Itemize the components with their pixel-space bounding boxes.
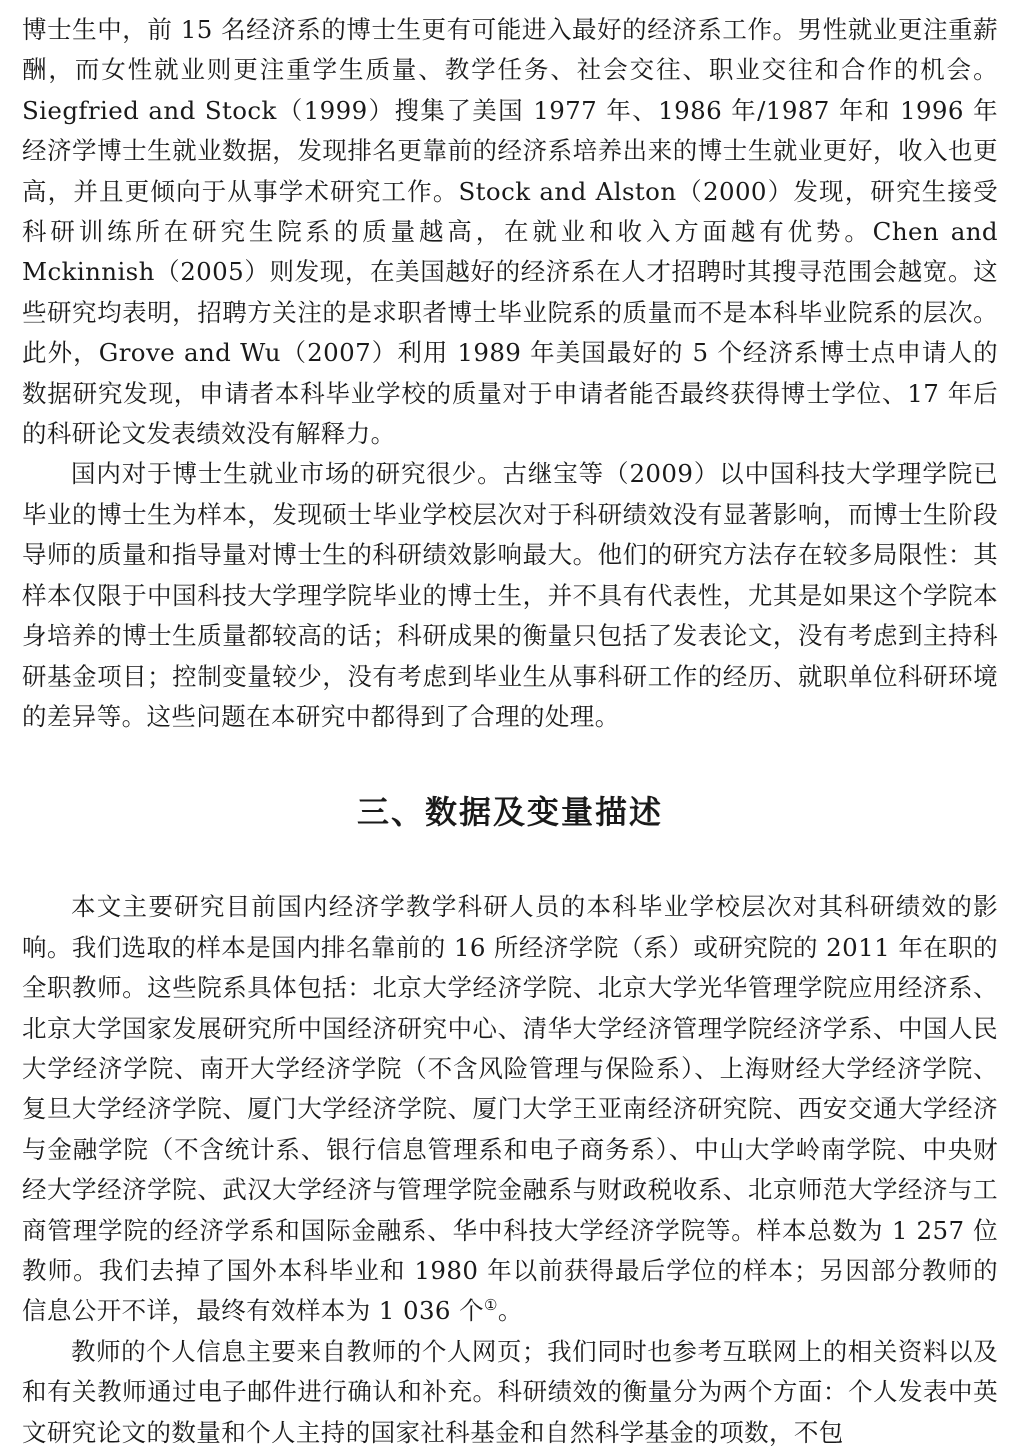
paper-page	[22, 10, 998, 1453]
paragraph-sample-description	[22, 887, 998, 1331]
paragraph-literature-review-foreign: 博士生中，前 15 名经济系的博士生更有可能进入最好的经济系工作。男性就业更注重薪酬，而女性就业则更注重学生质量、教学任务、社会交往、职业交往和合作的机会。Siegfried and Stock（1999）搜集了美国 1977 年、1986 年/1987 年和 1996 年经济学博士生就业数据，发现排名更靠前的经济系培养出来的博士生就业更好，收入也更高，并且更倾向于从事学术研究工作。Stock and Alston（2000）发现，研究生接受科研训练所在研究生院系的质量越高，在就业和收入方面越有优势。Chen and Mckinnish（2005）则发现，在美国越好的经济系在人才招聘时其搜寻范围会越宽。这些研究均表明，招聘方关注的是求职者博士毕业院系的质量而不是本科毕业院系的层次。此外，Grove and Wu（2007）利用 1989 年美国最好的 5 个经济系博士点申请人的数据研究发现，申请者本科毕业学校的质量对于申请者能否最终获得博士学位、17 年后的科研论文发表绩效没有解释力。	[22, 15, 998, 449]
footnote-marker[interactable]: ①	[484, 1296, 498, 1315]
section-heading-data-and-variables: 三、数据及变量描述	[356, 793, 663, 832]
sample-description-end: 。	[497, 1296, 523, 1326]
sample-description-text: 本文主要研究目前国内经济学教学科研人员的本科毕业学校层次对其科研绩效的影响。我们选取的样本是国内排名靠前的 16 所经济学院（系）或研究院的 2011 年在职的全职教师。这些院系具体包括：北京大学经济学院、北京大学光华管理学院应用经济系、北京大学国家发展研究所中国经济研究中心、清华大学经济管理学院经济学系、中国人民大学经济学院、南开大学经济学院（不含风险管理与保险系）、上海财经大学经济学院、复旦大学经济学院、厦门大学经济学院、厦门大学王亚南经济研究院、西安交通大学经济与金融学院（不含统计系、银行信息管理系和电子商务系）、中山大学岭南学院、中央财经大学经济学院、武汉大学经济与管理学院金融系与财政税收系、北京师范大学经济与工商管理学院的经济学系和国际金融系、华中科技大学经济学院等。样本总数为 1 257 位教师。我们去掉了国外本科毕业和 1980 年以前获得最后学位的样本；另因部分教师的信息公开不详，最终有效样本为 1 036 个	[22, 892, 998, 1326]
paragraph-literature-review-domestic: 国内对于博士生就业市场的研究很少。古继宝等（2009）以中国科技大学理学院已毕业的博士生为样本，发现硕士毕业学校层次对于科研绩效没有显著影响，而博士生阶段导师的质量和指导量对博士生的科研绩效影响最大。他们的研究方法存在较多局限性：其样本仅限于中国科技大学理学院毕业的博士生，并不具有代表性，尤其是如果这个学院本身培养的博士生质量都较高的话；科研成果的衡量只包括了发表论文，没有考虑到主持科研基金项目；控制变量较少，没有考虑到毕业生从事科研工作的经历、就职单位科研环境的差异等。这些问题在本研究中都得到了合理的处理。	[22, 459, 998, 731]
paragraph-data-sources: 教师的个人信息主要来自教师的个人网页；我们同时也参考互联网上的相关资料以及和有关教师通过电子邮件进行确认和补充。科研绩效的衡量分为两个方面：个人发表中英文研究论文的数量和个人主持的国家社科基金和自然科学基金的项数，不包	[22, 1336, 998, 1447]
